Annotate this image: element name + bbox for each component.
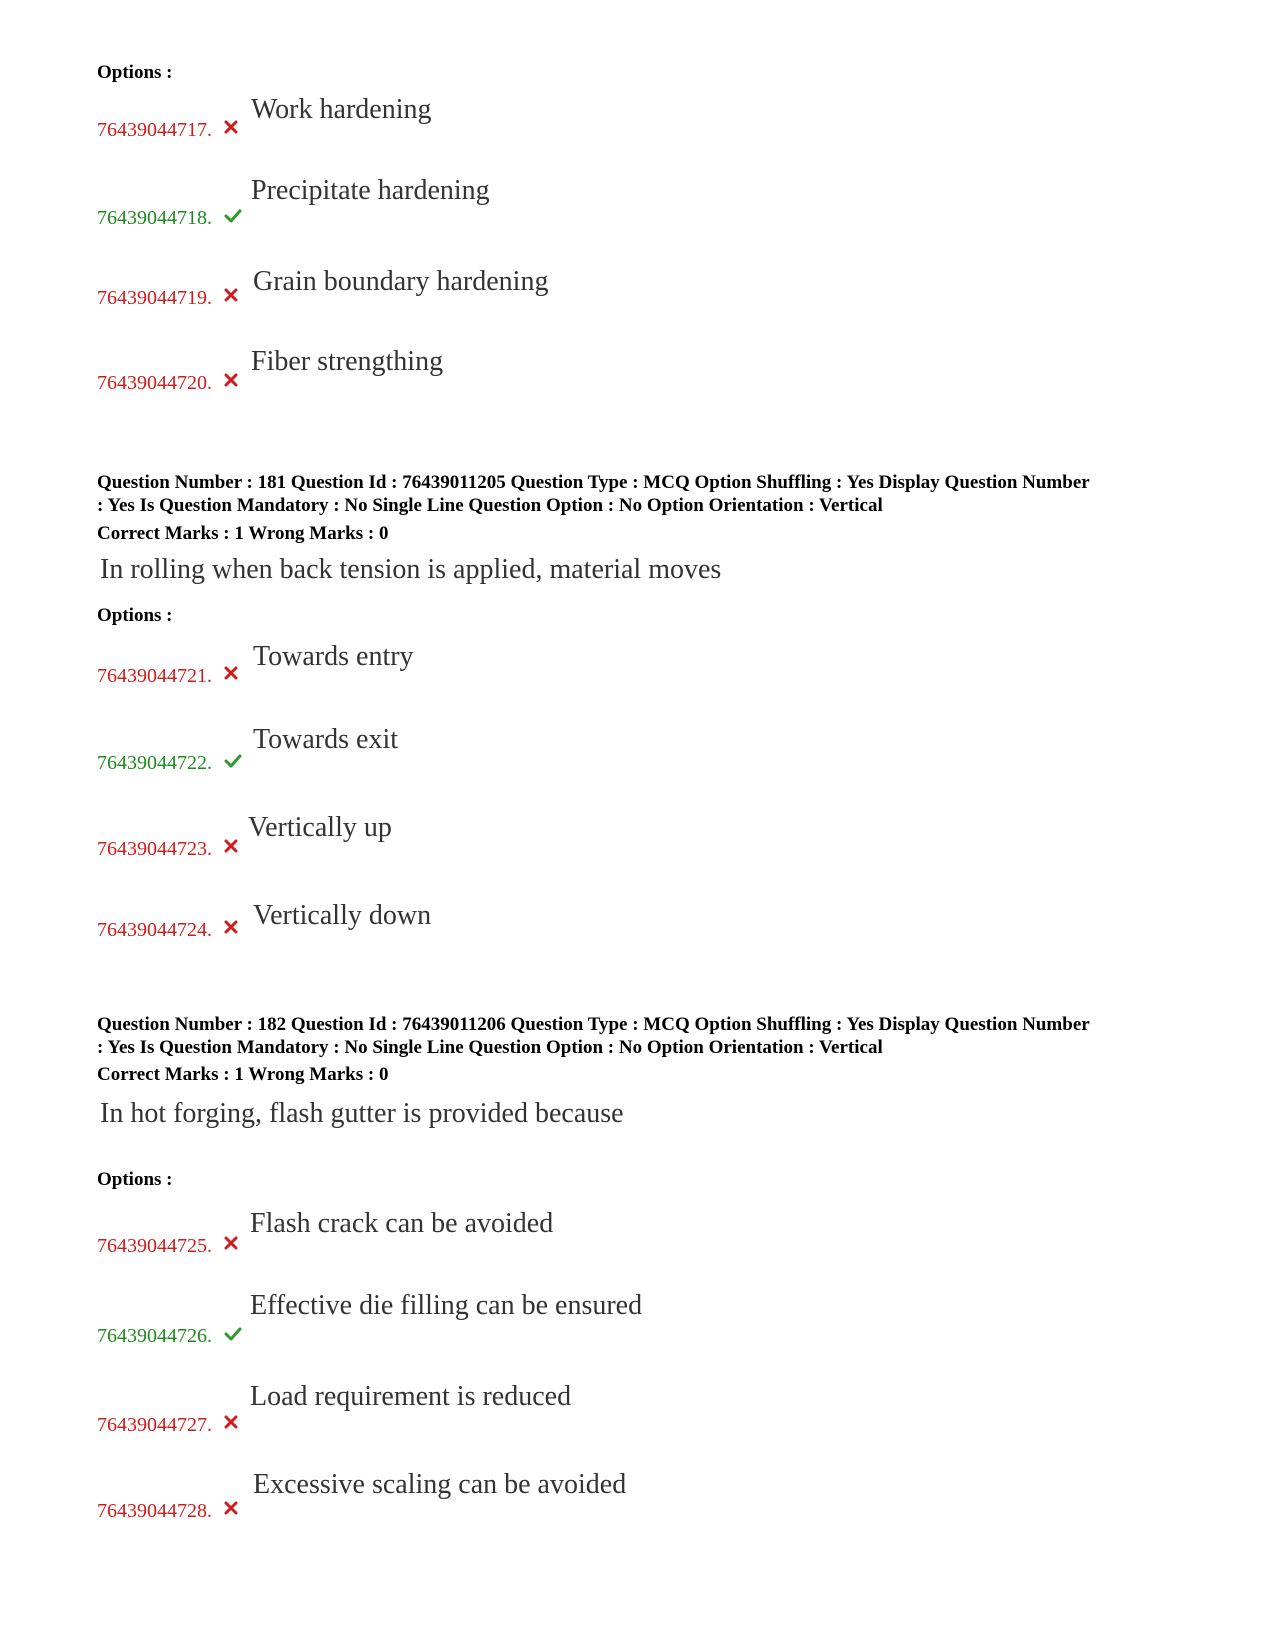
option-id: 76439044721. xyxy=(97,665,212,687)
checkmark-icon xyxy=(224,754,242,768)
option-text: Vertically up xyxy=(248,812,392,843)
cross-icon xyxy=(224,373,238,387)
option-text: Grain boundary hardening xyxy=(253,266,549,297)
option-text: Precipitate hardening xyxy=(251,175,490,206)
option-id: 76439044723. xyxy=(97,838,212,860)
option-text: Towards exit xyxy=(253,724,399,755)
option-id: 76439044728. xyxy=(97,1500,212,1522)
option-id: 76439044717. xyxy=(97,119,212,141)
question-meta-line: Question Number : 182 Question Id : 76439011206 Question Type : MCQ Option Shuffling : Yes Display Question Number xyxy=(97,1014,1090,1035)
option-id: 76439044724. xyxy=(97,919,212,941)
option-id: 76439044725. xyxy=(97,1235,212,1257)
option-text: Fiber strengthing xyxy=(251,346,444,377)
checkmark-icon xyxy=(224,209,242,223)
question-marks: Correct Marks : 1 Wrong Marks : 0 xyxy=(97,523,389,544)
cross-icon xyxy=(224,1501,238,1515)
cross-icon xyxy=(224,1415,238,1429)
cross-icon xyxy=(224,1236,238,1250)
option-id: 76439044719. xyxy=(97,287,212,309)
question-text: In hot forging, flash gutter is provided because xyxy=(100,1098,624,1129)
cross-icon xyxy=(224,839,238,853)
options-label: Options : xyxy=(97,62,173,83)
cross-icon xyxy=(224,120,238,134)
options-label: Options : xyxy=(97,1169,173,1190)
cross-icon xyxy=(224,288,238,302)
option-text: Load requirement is reduced xyxy=(250,1381,572,1412)
option-id: 76439044727. xyxy=(97,1414,212,1436)
option-text: Work hardening xyxy=(251,94,432,125)
question-text: In rolling when back tension is applied, material moves xyxy=(100,554,722,585)
question-meta-line: Question Number : 181 Question Id : 76439011205 Question Type : MCQ Option Shuffling : Yes Display Question Number xyxy=(97,472,1090,493)
option-id: 76439044726. xyxy=(97,1325,212,1347)
option-text: Vertically down xyxy=(253,900,432,931)
option-text: Excessive scaling can be avoided xyxy=(253,1469,627,1500)
question-meta xyxy=(97,471,1197,517)
option-id: 76439044720. xyxy=(97,372,212,394)
question-meta-line: : Yes Is Question Mandatory : No Single Line Question Option : No Option Orientation : Vertical xyxy=(97,1037,883,1058)
option-text: Flash crack can be avoided xyxy=(250,1208,554,1239)
option-id: 76439044718. xyxy=(97,207,212,229)
cross-icon xyxy=(224,666,238,680)
checkmark-icon xyxy=(224,1327,242,1341)
cross-icon xyxy=(224,920,238,934)
question-meta xyxy=(97,1013,1197,1059)
option-text: Effective die filling can be ensured xyxy=(250,1290,643,1321)
options-label: Options : xyxy=(97,605,173,626)
option-id: 76439044722. xyxy=(97,752,212,774)
question-meta-line: : Yes Is Question Mandatory : No Single Line Question Option : No Option Orientation : Vertical xyxy=(97,495,883,516)
question-marks: Correct Marks : 1 Wrong Marks : 0 xyxy=(97,1064,389,1085)
option-text: Towards entry xyxy=(253,641,414,672)
